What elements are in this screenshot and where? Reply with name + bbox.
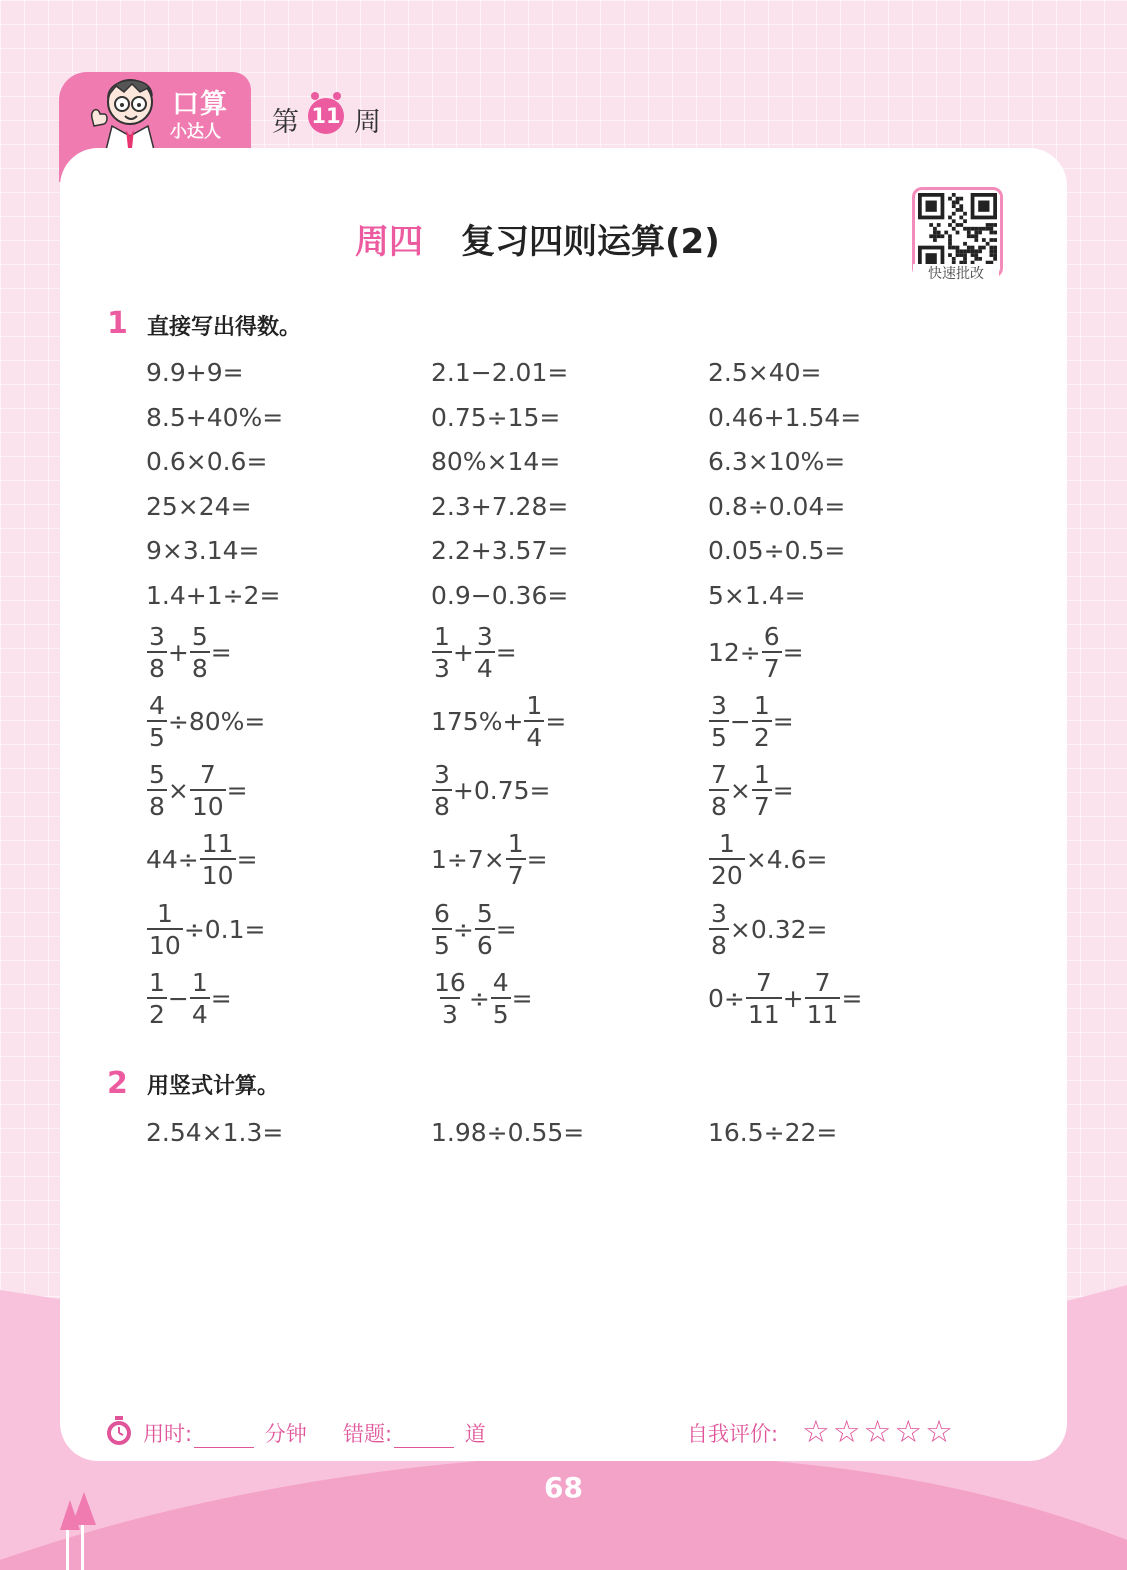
fraction <box>506 828 526 890</box>
vertical-calc-problem: 16.5÷22= <box>708 1117 838 1147</box>
denominator: 7 <box>762 651 782 681</box>
numerator: 5 <box>191 621 208 651</box>
fraction-problem <box>146 622 232 682</box>
numerator: 7 <box>711 759 727 789</box>
brand-subtitle: 小达人 <box>170 122 221 142</box>
fraction <box>147 967 167 1029</box>
numerator: 1 <box>507 828 524 858</box>
fraction <box>709 759 729 821</box>
denominator: 8 <box>709 789 729 819</box>
problem-text: = <box>210 637 232 667</box>
numerator: 5 <box>476 898 493 928</box>
numerator: 11 <box>201 828 234 858</box>
numerator: 3 <box>476 621 493 651</box>
week-prefix: 第 <box>272 107 299 138</box>
vertical-calc-problem: 1.98÷0.55= <box>431 1117 585 1147</box>
fraction-problem <box>146 829 258 889</box>
problem-text: ÷ <box>452 914 474 944</box>
denominator: 4 <box>475 651 495 681</box>
denominator: 8 <box>709 928 729 958</box>
time-field <box>143 1418 307 1448</box>
problem-text: ÷80%= <box>167 706 266 736</box>
numerator: 1 <box>753 759 770 789</box>
denominator: 8 <box>147 789 167 819</box>
numerator: 6 <box>763 621 780 651</box>
title-day: 周四 <box>355 222 423 262</box>
problem-text: = <box>545 706 567 736</box>
problem-text: = <box>495 637 517 667</box>
numerator: 1 <box>191 967 208 997</box>
denominator: 8 <box>147 651 167 681</box>
stopwatch-icon <box>105 1415 133 1447</box>
section-2-title: 用竖式计算。 <box>147 1074 280 1099</box>
page-title <box>355 214 720 263</box>
fraction <box>432 621 452 683</box>
fraction <box>709 690 729 752</box>
vertical-calc-problem: 2.54×1.3= <box>146 1117 284 1147</box>
fraction <box>709 828 745 890</box>
fraction <box>752 759 772 821</box>
week-suffix: 周 <box>354 107 381 138</box>
problem-text: = <box>841 983 863 1013</box>
fraction-problem <box>431 622 517 682</box>
numerator: 5 <box>149 759 165 789</box>
problem-text: + <box>167 637 189 667</box>
problem-text: − <box>729 706 751 736</box>
numerator: 4 <box>492 967 509 997</box>
math-problem: 6.3×10%= <box>708 446 846 476</box>
denominator: 7 <box>506 858 526 888</box>
math-problem: 0.6×0.6= <box>146 446 268 476</box>
fraction <box>190 621 210 683</box>
math-problem: 9.9+9= <box>146 357 244 387</box>
fraction-problem <box>431 760 550 820</box>
numerator: 7 <box>199 759 216 789</box>
denominator: 4 <box>524 720 544 750</box>
math-problem: 0.75÷15= <box>431 402 561 432</box>
problem-text: 1÷7× <box>431 844 505 874</box>
numerator: 1 <box>149 967 165 997</box>
time-input[interactable] <box>194 1429 254 1448</box>
fraction-problem <box>146 968 232 1028</box>
denominator: 5 <box>432 928 452 958</box>
denominator: 10 <box>190 789 226 819</box>
fraction-problem <box>146 760 248 820</box>
errors-label: 错题: <box>343 1422 393 1446</box>
math-problem: 0.8÷0.04= <box>708 491 846 521</box>
errors-unit: 道 <box>464 1422 486 1446</box>
numerator: 3 <box>711 690 727 720</box>
fraction-problem <box>431 968 533 1028</box>
title-topic: 复习四则运算(2) <box>461 222 720 262</box>
fraction-problem <box>708 622 804 682</box>
problem-text: = <box>236 844 258 874</box>
math-problem: 0.05÷0.5= <box>708 535 846 565</box>
numerator: 7 <box>814 967 831 997</box>
numerator: 3 <box>711 898 727 928</box>
self-rating-label: 自我评价: <box>687 1422 779 1446</box>
fraction-problem <box>431 829 548 889</box>
problem-text: ×0.32= <box>729 914 828 944</box>
denominator: 8 <box>190 651 210 681</box>
fraction <box>190 759 226 821</box>
denominator: 2 <box>752 720 772 750</box>
problem-text: = <box>526 844 548 874</box>
week-number-badge: 11 <box>308 98 344 134</box>
fraction <box>147 898 183 960</box>
denominator: 8 <box>432 789 452 819</box>
numerator: 6 <box>434 898 450 928</box>
math-problem: 80%×14= <box>431 446 561 476</box>
fraction <box>147 690 167 752</box>
qr-label: 快速批改 <box>913 264 999 284</box>
problem-text: = <box>511 983 533 1013</box>
numerator: 4 <box>149 690 165 720</box>
fraction-problem <box>146 899 265 959</box>
denominator: 11 <box>746 997 782 1027</box>
fraction <box>432 967 468 1029</box>
time-unit: 分钟 <box>264 1422 307 1446</box>
fraction <box>709 898 729 960</box>
denominator: 20 <box>709 858 745 888</box>
fraction-problem <box>146 691 265 751</box>
problem-text: − <box>167 983 189 1013</box>
fraction <box>475 898 495 960</box>
fraction <box>190 967 210 1029</box>
fraction <box>147 759 167 821</box>
denominator: 10 <box>200 858 236 888</box>
math-problem: 2.1−2.01= <box>431 357 569 387</box>
fraction-problem <box>708 968 862 1028</box>
problem-text: = <box>782 637 804 667</box>
problem-text: + <box>452 637 474 667</box>
fraction <box>752 690 772 752</box>
denominator: 11 <box>805 997 841 1027</box>
errors-field <box>343 1418 486 1448</box>
mascot-icon <box>82 70 164 150</box>
fraction-problem <box>708 899 827 959</box>
time-label: 用时: <box>143 1422 193 1446</box>
math-problem: 9×3.14= <box>146 535 260 565</box>
fraction <box>200 828 236 890</box>
denominator: 7 <box>752 789 772 819</box>
fraction <box>524 690 544 752</box>
errors-input[interactable] <box>394 1429 454 1448</box>
numerator: 3 <box>434 759 450 789</box>
denominator: 2 <box>147 997 167 1027</box>
numerator: 1 <box>434 621 450 651</box>
problem-text: +0.75= <box>452 775 551 805</box>
problem-text: ×4.6= <box>745 844 828 874</box>
fraction <box>762 621 782 683</box>
denominator: 5 <box>491 997 511 1027</box>
numerator: 3 <box>149 621 165 651</box>
problem-text: 44÷ <box>146 844 199 874</box>
brand-title: 口算 <box>172 89 228 120</box>
fraction <box>475 621 495 683</box>
fraction <box>746 967 782 1029</box>
problem-text: + <box>782 983 804 1013</box>
math-problem: 0.46+1.54= <box>708 402 862 432</box>
section-1-number: 1 <box>107 306 128 341</box>
problem-text: = <box>772 706 794 736</box>
math-problem: 8.5+40%= <box>146 402 284 432</box>
fraction <box>491 967 511 1029</box>
numerator: 16 <box>434 967 466 997</box>
problem-text: = <box>495 914 517 944</box>
fraction-problem <box>708 829 827 889</box>
problem-text: = <box>772 775 794 805</box>
math-problem: 25×24= <box>146 491 252 521</box>
fraction-problem <box>431 691 566 751</box>
problem-text: ÷0.1= <box>183 914 266 944</box>
fraction <box>432 759 452 821</box>
fraction-problem <box>708 760 794 820</box>
problem-text: 175%+ <box>431 706 524 736</box>
problem-text: 12÷ <box>708 637 761 667</box>
math-problem: 5×1.4= <box>708 580 806 610</box>
fraction <box>432 898 452 960</box>
numerator: 1 <box>718 828 735 858</box>
qr-code-icon <box>918 193 997 272</box>
numerator: 1 <box>526 690 543 720</box>
section-2-number: 2 <box>107 1066 128 1101</box>
problem-text: 0÷ <box>708 983 745 1013</box>
denominator: 5 <box>709 720 729 750</box>
fraction-problem <box>708 691 794 751</box>
denominator: 6 <box>475 928 495 958</box>
math-problem: 2.3+7.28= <box>431 491 569 521</box>
numerator: 1 <box>156 898 173 928</box>
problem-text: = <box>210 983 232 1013</box>
numerator: 7 <box>755 967 772 997</box>
denominator: 3 <box>432 651 452 681</box>
fraction <box>147 621 167 683</box>
rating-stars[interactable]: ☆☆☆☆☆ <box>802 1414 956 1450</box>
math-problem: 0.9−0.36= <box>431 580 569 610</box>
problem-text: ÷ <box>468 983 490 1013</box>
problem-text: × <box>167 775 189 805</box>
denominator: 3 <box>440 997 460 1027</box>
numerator: 1 <box>753 690 770 720</box>
problem-text: = <box>226 775 248 805</box>
math-problem: 2.5×40= <box>708 357 822 387</box>
section-1-title: 直接写出得数。 <box>147 315 302 340</box>
problem-text: × <box>729 775 751 805</box>
fraction <box>805 967 841 1029</box>
fraction-problem <box>431 899 517 959</box>
denominator: 5 <box>147 720 167 750</box>
math-problem: 1.4+1÷2= <box>146 580 281 610</box>
page-number: 68 <box>544 1471 583 1504</box>
math-problem: 2.2+3.57= <box>431 535 569 565</box>
denominator: 10 <box>147 928 183 958</box>
denominator: 4 <box>190 997 210 1027</box>
